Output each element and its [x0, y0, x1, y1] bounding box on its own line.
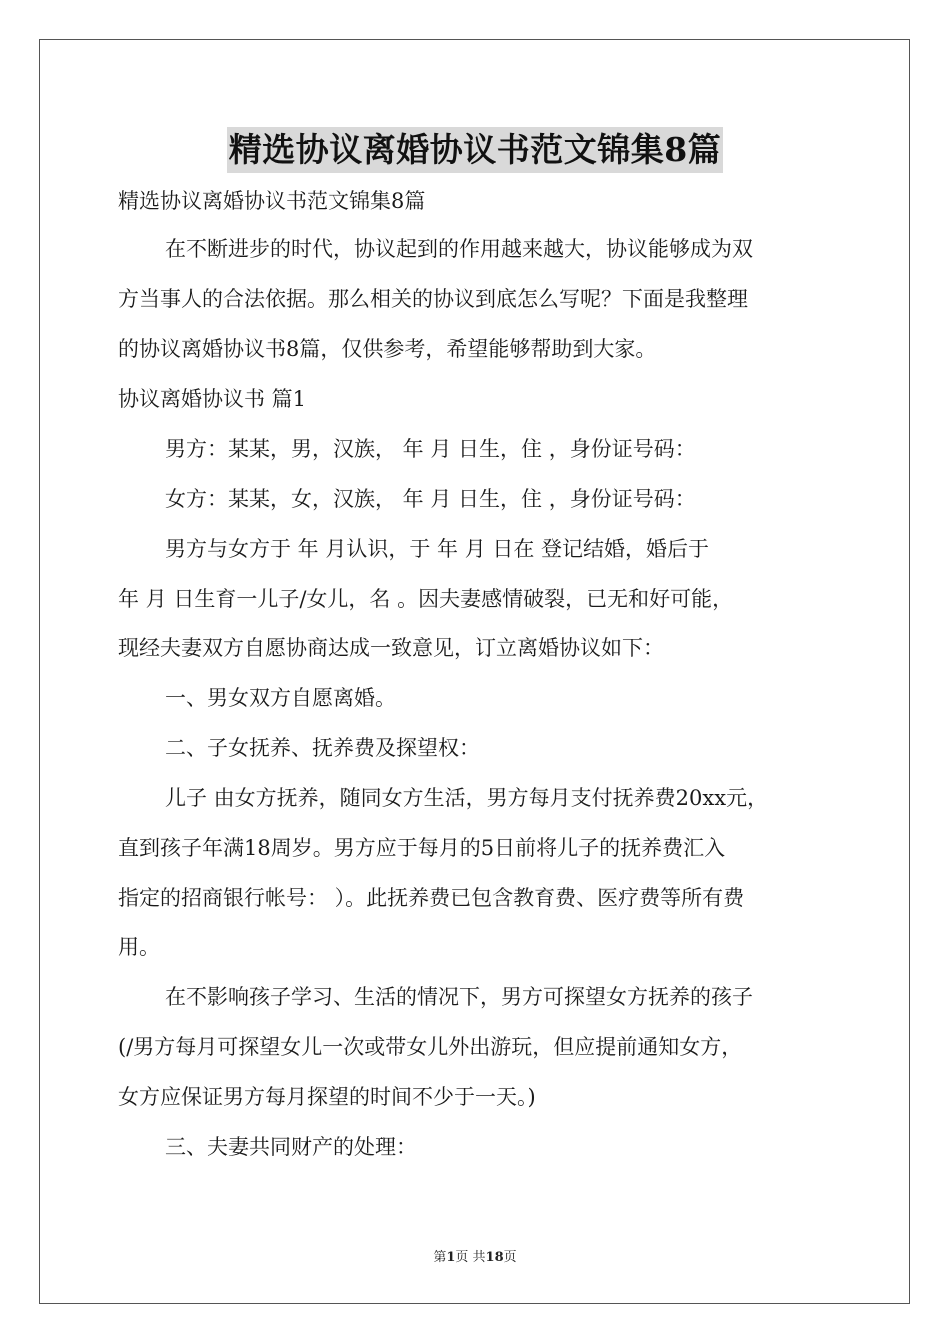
page-total: 18: [485, 1250, 504, 1265]
paragraph-line: 在不断进步的时代，协议起到的作用越来越大，协议能够成为双: [165, 237, 753, 261]
paragraph-line: 在不影响孩子学习、生活的情况下，男方可探望女方抚养的孩子: [165, 985, 753, 1009]
page-prefix: 第: [433, 1250, 447, 1265]
paragraph-line: 现经夫妻双方自愿协商达成一致意见，订立离婚协议如下：: [118, 636, 664, 660]
page-mid: 页 共: [455, 1250, 486, 1265]
page-footer: [0, 1246, 950, 1265]
paragraph-line: 女方应保证男方每月探望的时间不少于一天。): [118, 1085, 536, 1109]
paragraph-line: 男方与女方于 年 月认识，于 年 月 日在 登记结婚，婚后于: [165, 537, 710, 561]
page-number: 1: [446, 1250, 456, 1265]
paragraph-line: 指定的招商银行帐号： ）。此抚养费已包含教育费、医疗费等所有费: [118, 886, 745, 910]
title-container: [0, 127, 950, 173]
page-suffix: 页: [503, 1250, 517, 1265]
paragraph-line: 用。: [118, 935, 160, 959]
document-title: 精选协议离婚协议书范文锦集8篇: [227, 127, 723, 173]
paragraph-line: 一、男女双方自愿离婚。: [165, 686, 396, 710]
paragraph-line: 二、子女抚养、抚养费及探望权：: [165, 736, 480, 760]
paragraph-line: 的协议离婚协议书8篇，仅供参考，希望能够帮助到大家。: [118, 337, 657, 361]
paragraph-line: 儿子 由女方抚养，随同女方生活，男方每月支付抚养费20xx元，: [165, 786, 769, 810]
subtitle: 精选协议离婚协议书范文锦集8篇: [118, 189, 426, 213]
paragraph-line: 直到孩子年满18周岁。男方应于每月的5日前将儿子的抚养费汇入: [118, 836, 726, 860]
paragraph-line: 三、夫妻共同财产的处理：: [165, 1135, 417, 1159]
paragraph-line: (/男方每月可探望女儿一次或带女儿外出游玩，但应提前通知女方，: [118, 1035, 743, 1059]
section-heading: 协议离婚协议书 篇1: [118, 387, 307, 411]
paragraph-line: 年 月 日生育一儿子/女儿，名 。因夫妻感情破裂，已无和好可能，: [118, 587, 734, 611]
paragraph-line: 男方：某某，男，汉族， 年 月 日生，住 ，身份证号码：: [165, 437, 696, 461]
paragraph-line: 女方：某某，女，汉族， 年 月 日生，住 ，身份证号码：: [165, 487, 696, 511]
page-border: [39, 39, 910, 1304]
paragraph-line: 方当事人的合法依据。那么相关的协议到底怎么写呢？下面是我整理: [118, 287, 748, 311]
